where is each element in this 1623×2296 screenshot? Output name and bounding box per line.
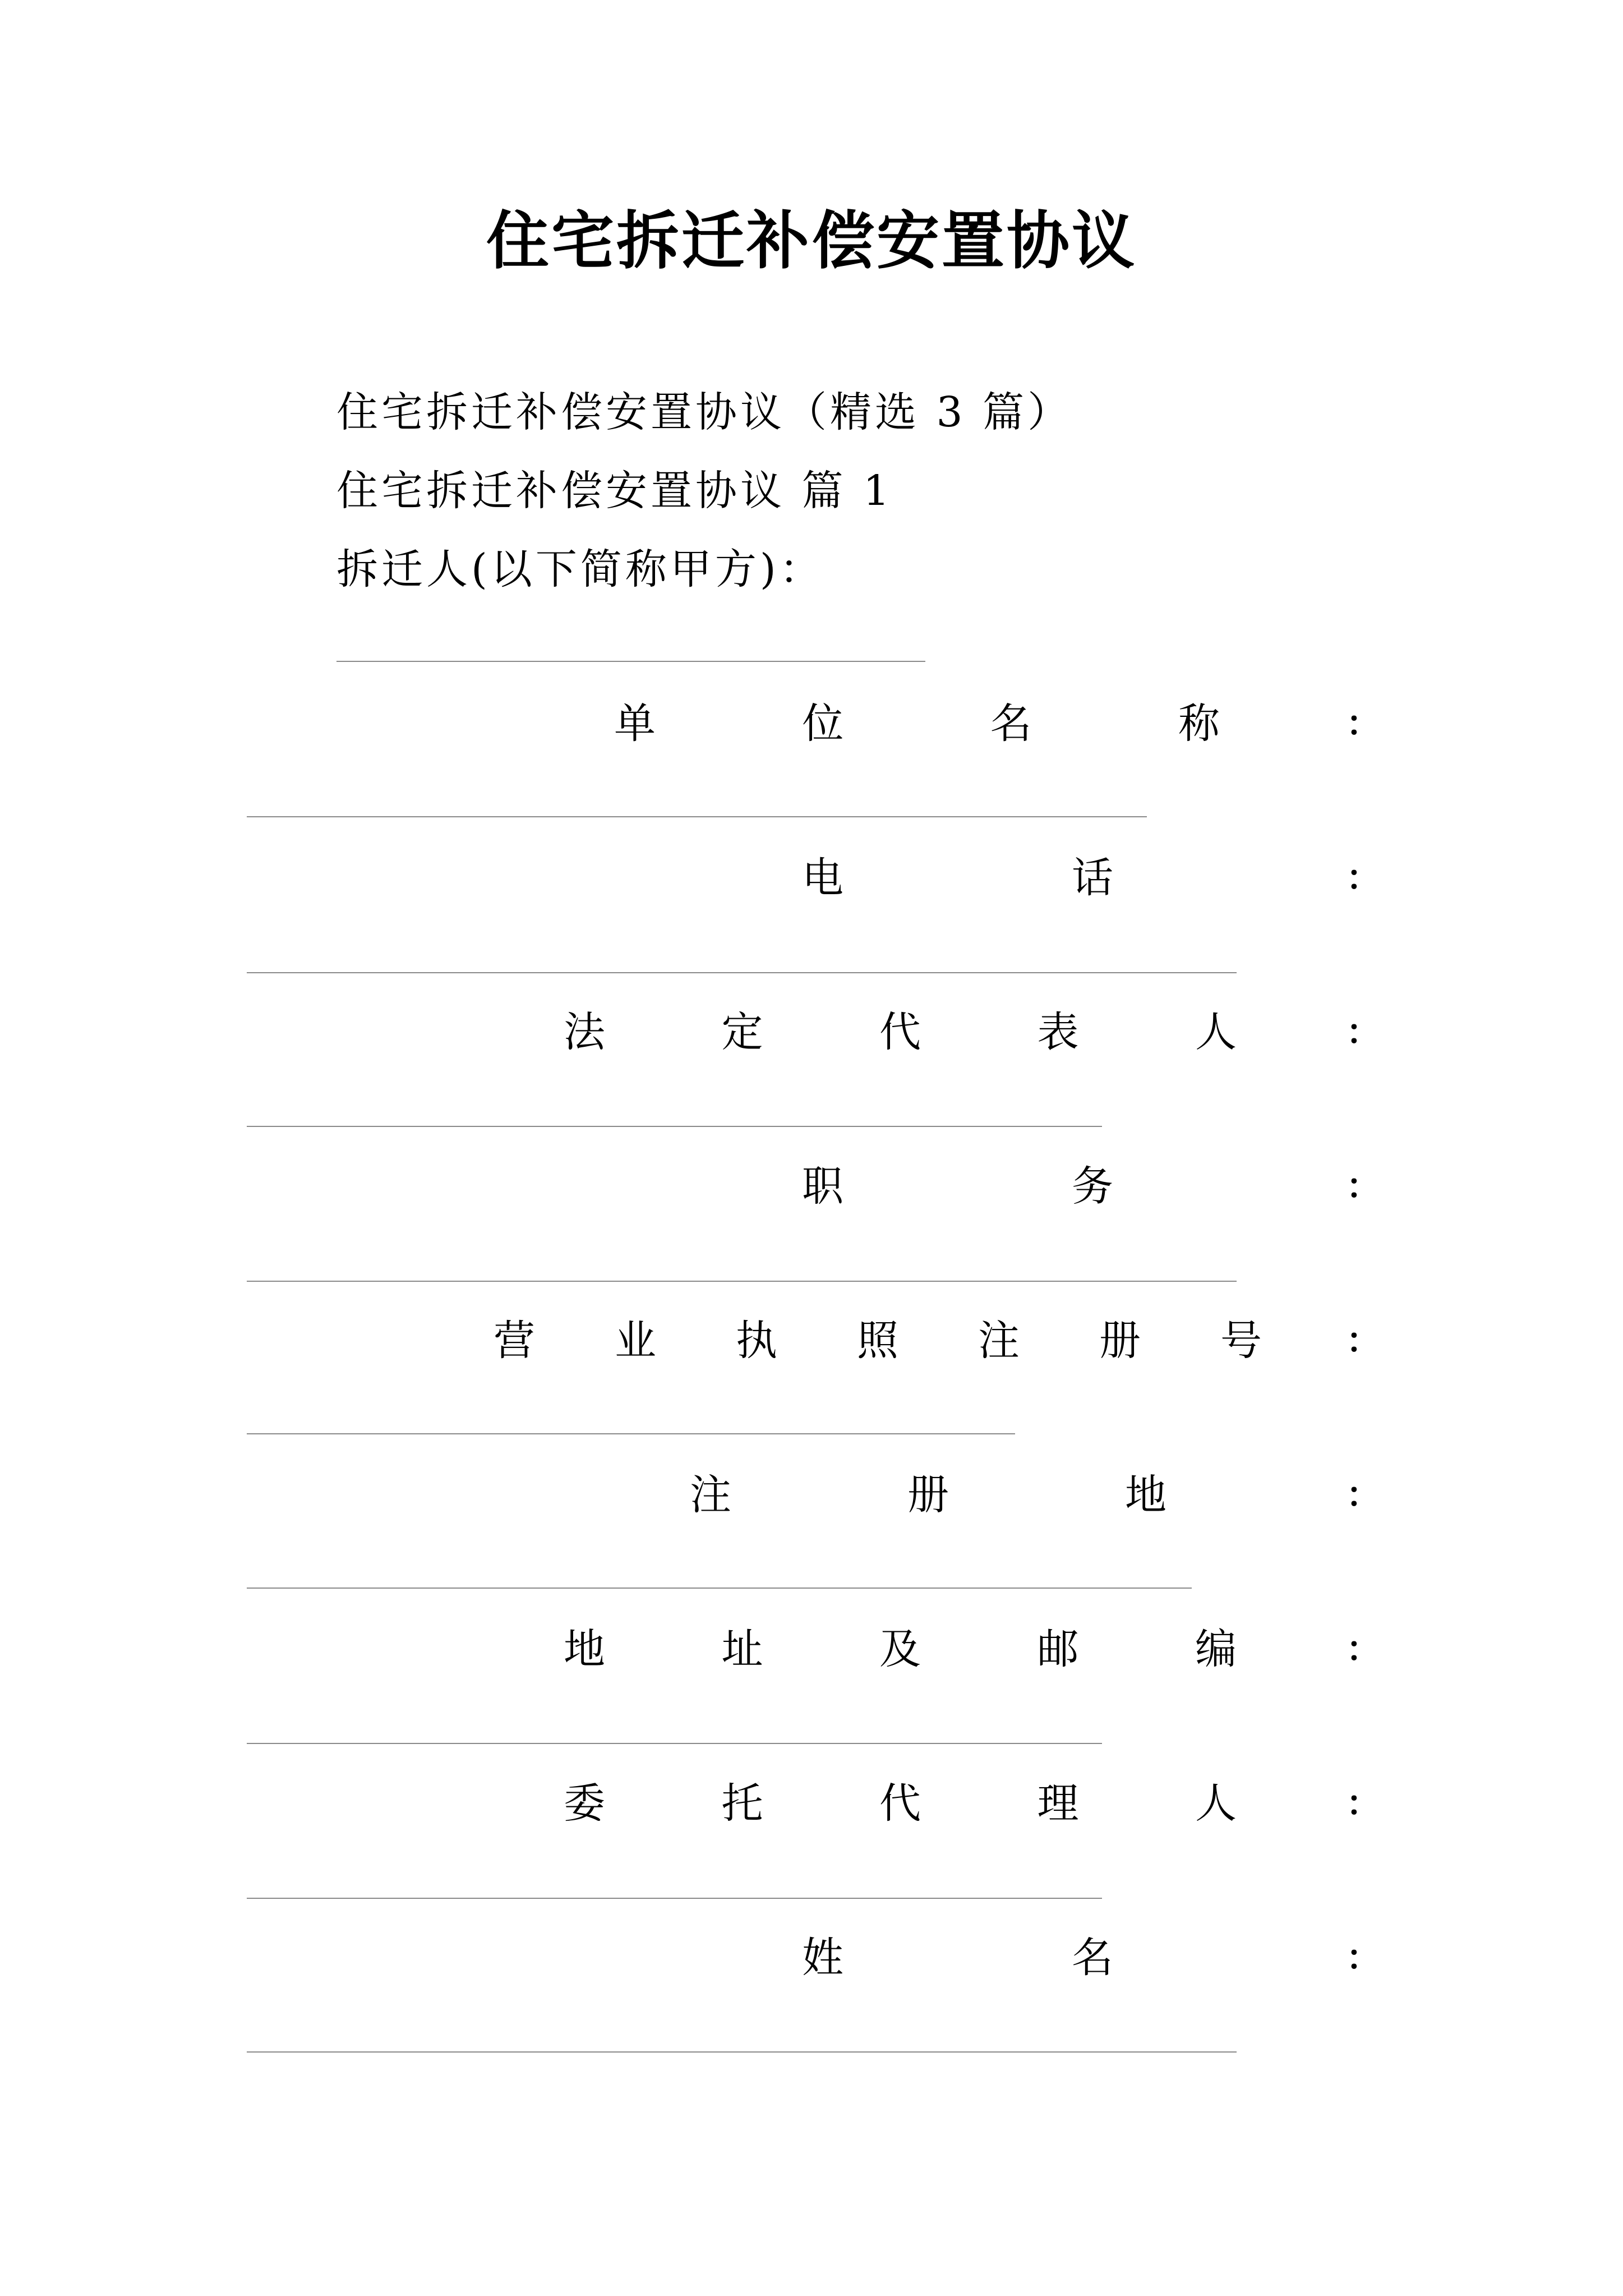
registered-place-blank-line [247, 1588, 1192, 1589]
label-char: 号 [1220, 1317, 1262, 1365]
field-registered-place [0, 1464, 1623, 1526]
document-subtitle: 住宅拆迁补偿安置协议（精选 3 篇） [336, 388, 1073, 436]
field-colon: ： [1346, 1011, 1381, 1052]
name-blank-line [247, 2051, 1237, 2053]
label-char: 委 [564, 1779, 605, 1828]
label-char: 理 [1037, 1779, 1079, 1828]
label-char: 营 [494, 1317, 535, 1365]
field-colon: ： [1346, 1628, 1381, 1669]
label-char: 单 [614, 700, 656, 748]
field-label [690, 1464, 1166, 1526]
field-unit-name [0, 693, 1623, 754]
label-char: 册 [1099, 1317, 1141, 1365]
address-postcode-blank-line [247, 1743, 1102, 1744]
field-label [802, 1156, 1113, 1217]
label-char: 位 [802, 700, 844, 748]
field-colon: ： [1346, 1937, 1381, 1978]
field-business-license-number [0, 1310, 1623, 1372]
field-authorized-agent [0, 1773, 1623, 1834]
label-char: 照 [857, 1317, 898, 1365]
business-license-blank-line [247, 1433, 1015, 1434]
field-colon: ： [1346, 703, 1381, 744]
label-char: 电 [802, 854, 843, 902]
label-char: 表 [1037, 1008, 1079, 1056]
label-char: 定 [721, 1008, 763, 1056]
field-colon: ： [1346, 1783, 1381, 1824]
label-char: 注 [978, 1317, 1020, 1365]
label-char: 法 [564, 1008, 605, 1056]
field-label [802, 1927, 1113, 1989]
label-char: 名 [990, 700, 1032, 748]
field-label [564, 1773, 1237, 1834]
field-legal-representative [0, 1001, 1623, 1063]
field-position [0, 1156, 1623, 1217]
field-colon: ： [1346, 1320, 1381, 1361]
label-char: 话 [1072, 854, 1113, 902]
label-char: 职 [802, 1162, 843, 1211]
label-char: 及 [879, 1625, 921, 1673]
label-char: 址 [721, 1625, 763, 1673]
label-char: 编 [1195, 1625, 1237, 1673]
authorized-agent-blank-line [247, 1898, 1102, 1899]
field-name [0, 1927, 1623, 1989]
field-colon: ： [1346, 1474, 1381, 1515]
field-label [614, 693, 1220, 754]
label-char: 托 [721, 1779, 763, 1828]
field-label [564, 1618, 1237, 1680]
party-name-blank-line [336, 661, 925, 662]
field-address-postcode [0, 1618, 1623, 1680]
label-char: 注 [690, 1471, 731, 1519]
label-char: 邮 [1037, 1625, 1079, 1673]
label-char: 代 [879, 1008, 921, 1056]
field-phone [0, 847, 1623, 909]
label-char: 务 [1072, 1162, 1113, 1211]
unit-name-blank-line [247, 816, 1147, 817]
label-char: 地 [1125, 1471, 1166, 1519]
label-char: 姓 [802, 1934, 843, 1982]
label-char: 人 [1195, 1779, 1237, 1828]
label-char: 册 [907, 1471, 949, 1519]
label-char: 执 [736, 1317, 777, 1365]
label-char: 人 [1195, 1008, 1237, 1056]
field-label [494, 1310, 1262, 1372]
label-char: 业 [615, 1317, 656, 1365]
field-colon: ： [1346, 857, 1381, 898]
party-intro: 拆迁人(以下简称甲方)： [336, 545, 824, 593]
legal-representative-blank-line [247, 1126, 1102, 1127]
label-char: 名 [1072, 1934, 1113, 1982]
field-colon: ： [1346, 1166, 1381, 1207]
phone-blank-line [247, 972, 1237, 973]
label-char: 称 [1178, 700, 1220, 748]
field-label [802, 847, 1113, 909]
field-label [564, 1001, 1237, 1063]
document-title: 住宅拆迁补偿安置协议 [486, 204, 1137, 278]
label-char: 地 [564, 1625, 605, 1673]
position-blank-line [247, 1281, 1237, 1282]
section-heading: 住宅拆迁补偿安置协议 篇 1 [336, 467, 893, 515]
label-char: 代 [879, 1779, 921, 1828]
